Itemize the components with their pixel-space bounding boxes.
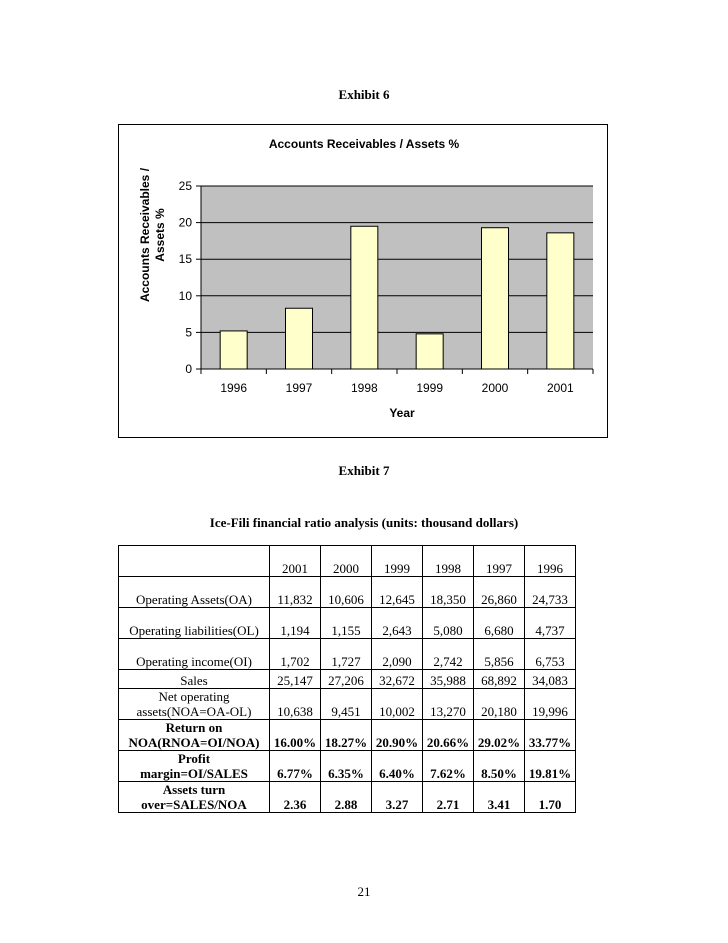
y-tick-label: 0 [185,362,192,376]
value-cell: 6.77% [270,751,321,782]
value-cell: 2,742 [423,639,474,670]
value-cell: 7.62% [423,751,474,782]
value-cell: 16.00% [270,720,321,751]
exhibit-7-title: Exhibit 7 [338,463,390,478]
y-tick-label: 15 [178,252,192,267]
value-cell: 25,147 [270,670,321,689]
value-cell: 19.81% [525,751,576,782]
table-title: Ice-Fili financial ratio analysis (units: thousand dollars) [209,515,519,530]
row-label-cell [119,670,270,689]
table-row [119,751,576,782]
value-cell: 8.50% [474,751,525,782]
value-cell: 27,206 [321,670,372,689]
row-label-line: Operating income(OI) [136,654,252,669]
table-row [119,720,576,751]
value-cell: 2.88 [321,782,372,813]
y-tick-label: 25 [178,179,192,193]
chart-title: Accounts Receivables / Assets % [268,137,460,151]
value-cell: 10,606 [321,577,372,608]
row-label-line: assets(NOA=OA-OL) [136,704,252,719]
row-label-line: margin=OI/SALES [140,766,248,781]
header-year-cell: 2001 [270,546,321,577]
bar-2001 [547,233,574,369]
value-cell: 2,090 [372,639,423,670]
row-label-line: Assets turn [162,782,226,797]
value-cell: 34,083 [525,670,576,689]
value-cell: 5,856 [474,639,525,670]
row-label-cell [119,689,270,720]
table-row [119,608,576,639]
row-label-line: Operating Assets(OA) [136,592,252,607]
bar-2000 [482,228,509,369]
value-cell: 68,892 [474,670,525,689]
value-cell: 6.40% [372,751,423,782]
y-axis-label [138,167,167,302]
value-cell: 32,672 [372,670,423,689]
x-tick-label: 1998 [350,381,378,395]
value-cell: 10,002 [372,689,423,720]
value-cell: 5,080 [423,608,474,639]
value-cell: 1,727 [321,639,372,670]
bar-1999 [416,334,443,369]
row-label-cell [119,577,270,608]
value-cell: 3.41 [474,782,525,813]
header-label-cell [119,546,270,577]
value-cell: 20,180 [474,689,525,720]
row-label-cell [119,751,270,782]
table-row [119,689,576,720]
table-row [119,782,576,813]
value-cell: 1.70 [525,782,576,813]
value-cell: 2.71 [423,782,474,813]
bar-1997 [286,308,313,369]
value-cell: 2,643 [372,608,423,639]
x-axis-label: Year [389,406,415,420]
x-tick-label: 1999 [416,381,444,395]
exhibit-6-title: Exhibit 6 [338,87,390,102]
header-year-cell: 1996 [525,546,576,577]
header-year-cell: 1999 [372,546,423,577]
row-label-line: Return on [165,720,223,735]
row-label-line: Profit [177,751,211,766]
y-tick-label: 20 [178,215,192,230]
row-label-cell [119,782,270,813]
row-label-line: Sales [180,673,208,688]
table-row [119,639,576,670]
value-cell: 9,451 [321,689,372,720]
x-tick-label: 1996 [220,381,248,395]
value-cell: 29.02% [474,720,525,751]
value-cell: 1,155 [321,608,372,639]
header-year-cell: 1997 [474,546,525,577]
value-cell: 26,860 [474,577,525,608]
value-cell: 1,194 [270,608,321,639]
ratio-table [118,545,576,813]
value-cell: 13,270 [423,689,474,720]
bar-1996 [220,331,247,369]
row-label-line: NOA(RNOA=OI/NOA) [128,735,260,750]
value-cell: 3.27 [372,782,423,813]
y-axis-label-line: Assets % [153,208,167,262]
plot-area [201,186,593,369]
value-cell: 10,638 [270,689,321,720]
chart-frame [118,124,608,438]
value-cell: 4,737 [525,608,576,639]
x-tick-labels [220,381,574,395]
value-cell: 19,996 [525,689,576,720]
row-label-line: Net operating [158,689,230,704]
bar-chart [119,125,609,439]
value-cell: 20.90% [372,720,423,751]
table-header-row [119,546,576,577]
value-cell: 6,753 [525,639,576,670]
value-cell: 6,680 [474,608,525,639]
table-row [119,577,576,608]
value-cell: 18.27% [321,720,372,751]
value-cell: 33.77% [525,720,576,751]
value-cell: 18,350 [423,577,474,608]
x-tick-label: 1997 [285,381,313,395]
x-tick-label: 2001 [546,381,574,395]
row-label-cell [119,608,270,639]
row-label-line: Operating liabilities(OL) [129,623,259,638]
row-label-cell [119,639,270,670]
row-label-cell [119,720,270,751]
value-cell: 1,702 [270,639,321,670]
row-label-line: over=SALES/NOA [141,797,247,812]
value-cell: 12,645 [372,577,423,608]
value-cell: 20.66% [423,720,474,751]
y-tick-label: 10 [178,288,192,303]
value-cell: 6.35% [321,751,372,782]
y-tick-label: 5 [185,325,192,340]
value-cell: 2.36 [270,782,321,813]
page-number: 21 [357,884,371,899]
bar-1998 [351,226,378,369]
value-cell: 24,733 [525,577,576,608]
header-year-cell: 1998 [423,546,474,577]
value-cell: 11,832 [270,577,321,608]
header-year-cell: 2000 [321,546,372,577]
y-tick-labels [179,179,193,376]
table-row [119,670,576,689]
y-axis-label-line: Accounts Receivables / [138,167,152,303]
x-tick-label: 2000 [481,381,509,395]
value-cell: 35,988 [423,670,474,689]
